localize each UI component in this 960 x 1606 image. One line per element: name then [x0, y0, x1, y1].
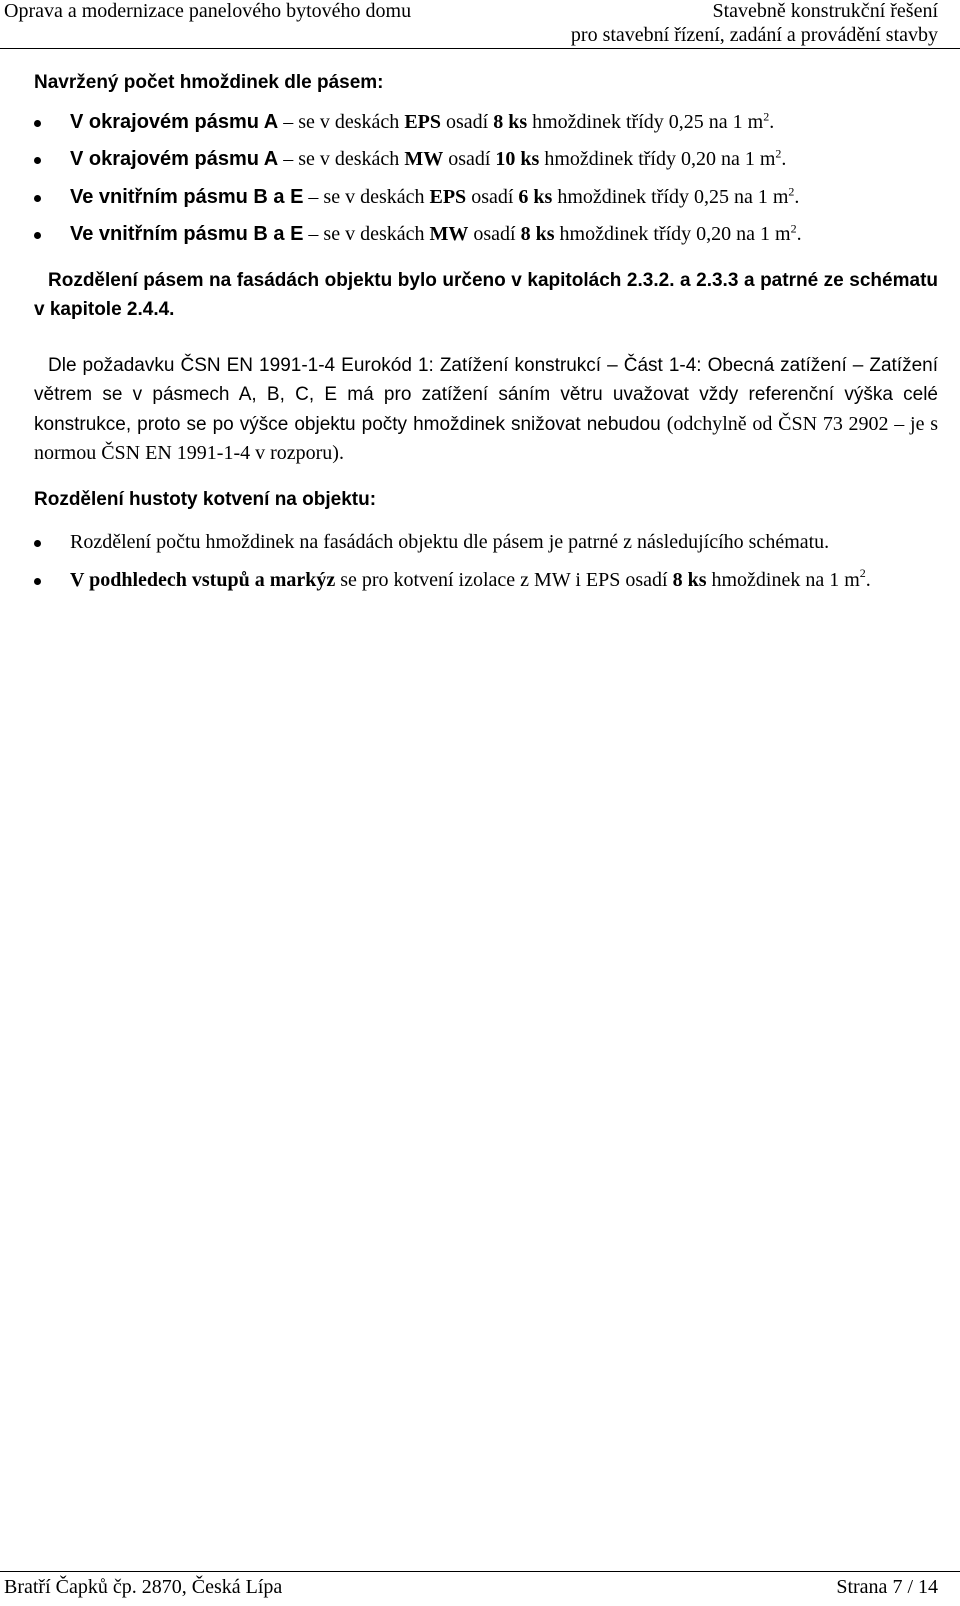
text: . — [794, 185, 800, 208]
text: se v deskách — [298, 110, 400, 133]
superscript: 2 — [790, 221, 797, 236]
material-label: EPS — [429, 185, 467, 208]
text: osadí — [448, 148, 491, 170]
zone-label: Ve vnitřním pásmu B a E — [70, 223, 304, 245]
count-label: 6 ks — [518, 185, 553, 208]
text: . — [781, 148, 787, 170]
dowel-count-heading: Navržený počet hmoždinek dle pásem: — [34, 72, 384, 93]
text: hmoždinek třídy 0,20 na 1 m — [559, 223, 791, 245]
list-item — [34, 528, 938, 558]
text: se v deskách — [298, 148, 400, 170]
list-item — [34, 145, 938, 175]
text: osadí — [446, 110, 489, 133]
page-content — [34, 68, 938, 603]
text: . — [865, 568, 871, 591]
list-item — [34, 220, 938, 250]
superscript: 2 — [763, 108, 770, 123]
dowel-count-list — [34, 108, 938, 250]
material-label: EPS — [404, 110, 441, 133]
page-header — [0, 0, 960, 49]
header-document-title: Oprava a modernizace panelového bytového domu — [4, 0, 412, 22]
count-label: 8 ks — [520, 223, 555, 245]
zone-distribution-note: Rozdělení pásem na fasádách objektu bylo určeno v kapitolách 2.3.2. a 2.3.3 a patrné ze schématu v kapitole 2.4.4. — [34, 269, 938, 320]
text: osadí — [471, 185, 514, 208]
text: Dle požadavku ČSN EN 1991-1-4 Eurokód 1: Zatížení konstrukcí – Část 1-4: Obecná zatížení – Zatížení větrem se v pásmech A, B, C, E má pro zatížení sáním větru uvažovat vždy referenční výška celé konstrukce, proto se po výšce objektu počty hmoždinek snižovat nebudou — [34, 354, 938, 435]
dash: – — [308, 223, 319, 245]
dash: – — [308, 185, 319, 208]
header-section-subtitle: pro stavební řízení, zadání a provádění stavby — [570, 24, 938, 46]
zone-label: V okrajovém pásmu A — [70, 148, 279, 170]
superscript: 2 — [859, 565, 866, 580]
dash: – — [283, 110, 294, 133]
text: se pro kotvení izolace z MW i EPS osadí — [335, 568, 673, 591]
superscript: 2 — [775, 146, 782, 161]
text: hmoždinek třídy 0,20 na 1 m — [544, 148, 776, 170]
header-section-title: Stavebně konstrukční řešení — [712, 0, 938, 22]
anchoring-density-heading: Rozdělení hustoty kotvení na objektu: — [34, 488, 377, 510]
zone-label: Ve vnitřním pásmu B a E — [70, 185, 304, 208]
standard-requirement-paragraph — [34, 351, 938, 469]
count-label: 8 ks — [493, 110, 528, 133]
text: hmoždinek třídy 0,25 na 1 m — [532, 110, 764, 133]
list-item — [34, 108, 938, 138]
text: V podhledech vstupů a markýz — [70, 568, 336, 591]
count-label: 10 ks — [495, 148, 540, 170]
list-item — [34, 183, 938, 213]
text: hmoždinek na 1 m — [706, 568, 860, 591]
page-footer — [0, 1571, 960, 1606]
list-item — [34, 566, 938, 596]
text: osadí — [473, 223, 516, 245]
superscript: 2 — [788, 183, 795, 198]
text: (odchylně od ČSN 73 2902 – je s normou ČSN EN 1991-1-4 v rozporu). — [34, 412, 939, 464]
material-label: MW — [404, 148, 444, 170]
zone-label: V okrajovém pásmu A — [70, 110, 279, 133]
text: Rozdělení počtu hmoždinek na fasádách objektu dle pásem je patrné z následujícího schématu. — [70, 531, 830, 553]
text: se v deskách — [323, 223, 425, 245]
text: . — [769, 110, 775, 133]
dash: – — [283, 148, 294, 170]
anchoring-density-list — [34, 528, 938, 595]
text: se v deskách — [323, 185, 425, 208]
footer-page-number: Strana 7 / 14 — [836, 1576, 938, 1598]
text: hmoždinek třídy 0,25 na 1 m — [557, 185, 789, 208]
material-label: MW — [429, 223, 469, 245]
text: . — [796, 223, 802, 245]
count-label: 8 ks — [672, 568, 707, 591]
footer-address: Bratří Čapků čp. 2870, Česká Lípa — [4, 1576, 283, 1598]
